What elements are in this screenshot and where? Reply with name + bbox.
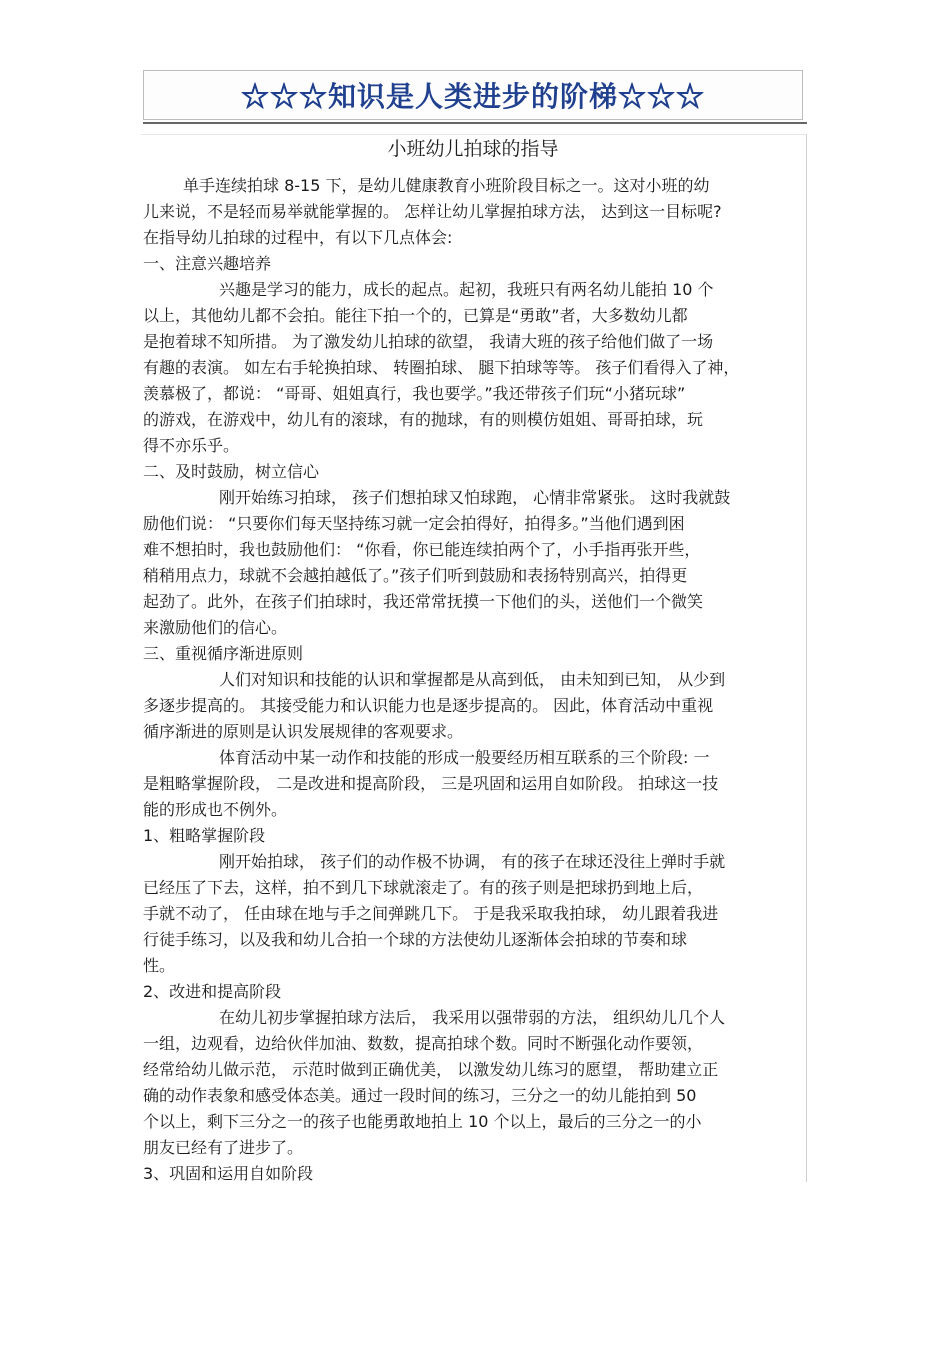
text-line: 是抱着球不知所措。 为了激发幼儿拍球的欲望， 我请大班的孩子给他们做了一场 (143, 332, 714, 351)
text-line: 手就不动了， 任由球在地与手之间弹跳几下。 于是我采取我拍球， 幼儿跟着我进 (143, 904, 719, 923)
text-line: 经常给幼儿做示范， 示范时做到正确优美， 以激发幼儿练习的愿望， 帮助建立正 (143, 1060, 719, 1079)
text-line: 能的形成也不例外。 (143, 800, 288, 819)
text-line: 稍稍用点力，球就不会越拍越低了。”孩子们听到鼓励和表扬特别高兴，拍得更 (143, 566, 688, 585)
text-line: 来激励他们的信心。 (143, 618, 288, 637)
text-line: 朋友已经有了进步了。 (143, 1138, 304, 1157)
header-banner (143, 70, 803, 120)
text-line: 是粗略掌握阶段， 二是改进和提高阶段， 三是巩固和运用自如阶段。 拍球这一技 (143, 774, 719, 793)
text-line: 刚开始拍球， 孩子们的动作极不协调， 有的孩子在球还没往上弹时手就 (219, 852, 726, 871)
section-heading: 二、及时鼓励，树立信心 (143, 462, 320, 481)
text-line: 励他们说： “只要你们每天坚持练习就一定会拍得好，拍得多。”当他们遇到困 (143, 514, 685, 533)
text-line: 得不亦乐乎。 (143, 436, 240, 455)
text-line: 刚开始练习拍球， 孩子们想拍球又怕球跑， 心情非常紧张。 这时我就鼓 (219, 488, 731, 507)
text-line: 儿来说，不是轻而易举就能掌握的。 怎样让幼儿掌握拍球方法， 达到这一目标呢? (143, 202, 722, 221)
text-line: 兴趣是学习的能力，成长的起点。起初，我班只有两名幼儿能拍 10 个 (219, 280, 714, 299)
subsection-heading: 2、改进和提高阶段 (143, 982, 282, 1001)
text-line: 确的动作表象和感受体态美。通过一段时间的练习，三分之一的幼儿能拍到 50 (143, 1086, 697, 1105)
text-line: 的游戏，在游戏中，幼儿有的滚球，有的抛球，有的则模仿姐姐、哥哥拍球，玩 (143, 410, 704, 429)
text-line: 以上，其他幼儿都不会拍。能往下拍一个的，已算是“勇敢”者，大多数幼儿都 (143, 306, 688, 325)
text-line: 有趣的表演。 如左右手轮换拍球、 转圈拍球、 腿下拍球等等。 孩子们看得入了神， (143, 358, 740, 377)
section-heading: 三、重视循序渐进原则 (143, 644, 304, 663)
banner-text: ☆☆☆知识是人类进步的阶梯☆☆☆ (240, 80, 705, 113)
text-line: 循序渐进的原则是认识发展规律的客观要求。 (143, 722, 464, 741)
text-line: 在指导幼儿拍球的过程中，有以下几点体会: (143, 228, 453, 247)
text-line: 起劲了。此外，在孩子们拍球时，我还常常抚摸一下他们的头，送他们一个微笑 (143, 592, 704, 611)
text-line: 人们对知识和技能的认识和掌握都是从高到低， 由未知到已知， 从少到 (219, 670, 726, 689)
section-heading: 一、注意兴趣培养 (143, 254, 272, 273)
text-line: 性。 (143, 956, 176, 975)
text-line: 在幼儿初步掌握拍球方法后， 我采用以强带弱的方法， 组织幼儿几个人 (219, 1008, 726, 1027)
banner-divider (143, 122, 807, 124)
text-line: 单手连续拍球 8-15 下，是幼儿健康教育小班阶段目标之一。这对小班的幼 (183, 176, 710, 195)
text-line: 多逐步提高的。 其接受能力和认识能力也是逐步提高的。 因此，体育活动中重视 (143, 696, 714, 715)
text-line: 体育活动中某一动作和技能的形成一般要经历相互联系的三个阶段: 一 (219, 748, 710, 767)
text-line: 行徒手练习，以及我和幼儿合拍一个球的方法使幼儿逐渐体会拍球的节奏和球 (143, 930, 688, 949)
text-line: 已经压了下去，这样，拍不到几下球就滚走了。有的孩子则是把球扔到地上后， (143, 878, 704, 897)
document-title: 小班幼儿拍球的指导 (387, 138, 559, 160)
text-line: 羡慕极了，都说： “哥哥、姐姐真行，我也要学。”我还带孩子们玩“小猪玩球” (143, 384, 686, 403)
text-line: 个以上，剩下三分之一的孩子也能勇敢地拍上 10 个以上，最后的三分之一的小 (143, 1112, 702, 1131)
text-line: 难不想拍时，我也鼓励他们： “你看，你已能连续拍两个了，小手指再张开些， (143, 540, 701, 559)
subsection-heading: 1、粗略掌握阶段 (143, 826, 266, 845)
text-line: 一组，边观看，边给伙伴加油、数数，提高拍球个数。同时不断强化动作要领， (143, 1034, 704, 1053)
subsection-heading: 3、巩固和运用自如阶段 (143, 1164, 314, 1183)
